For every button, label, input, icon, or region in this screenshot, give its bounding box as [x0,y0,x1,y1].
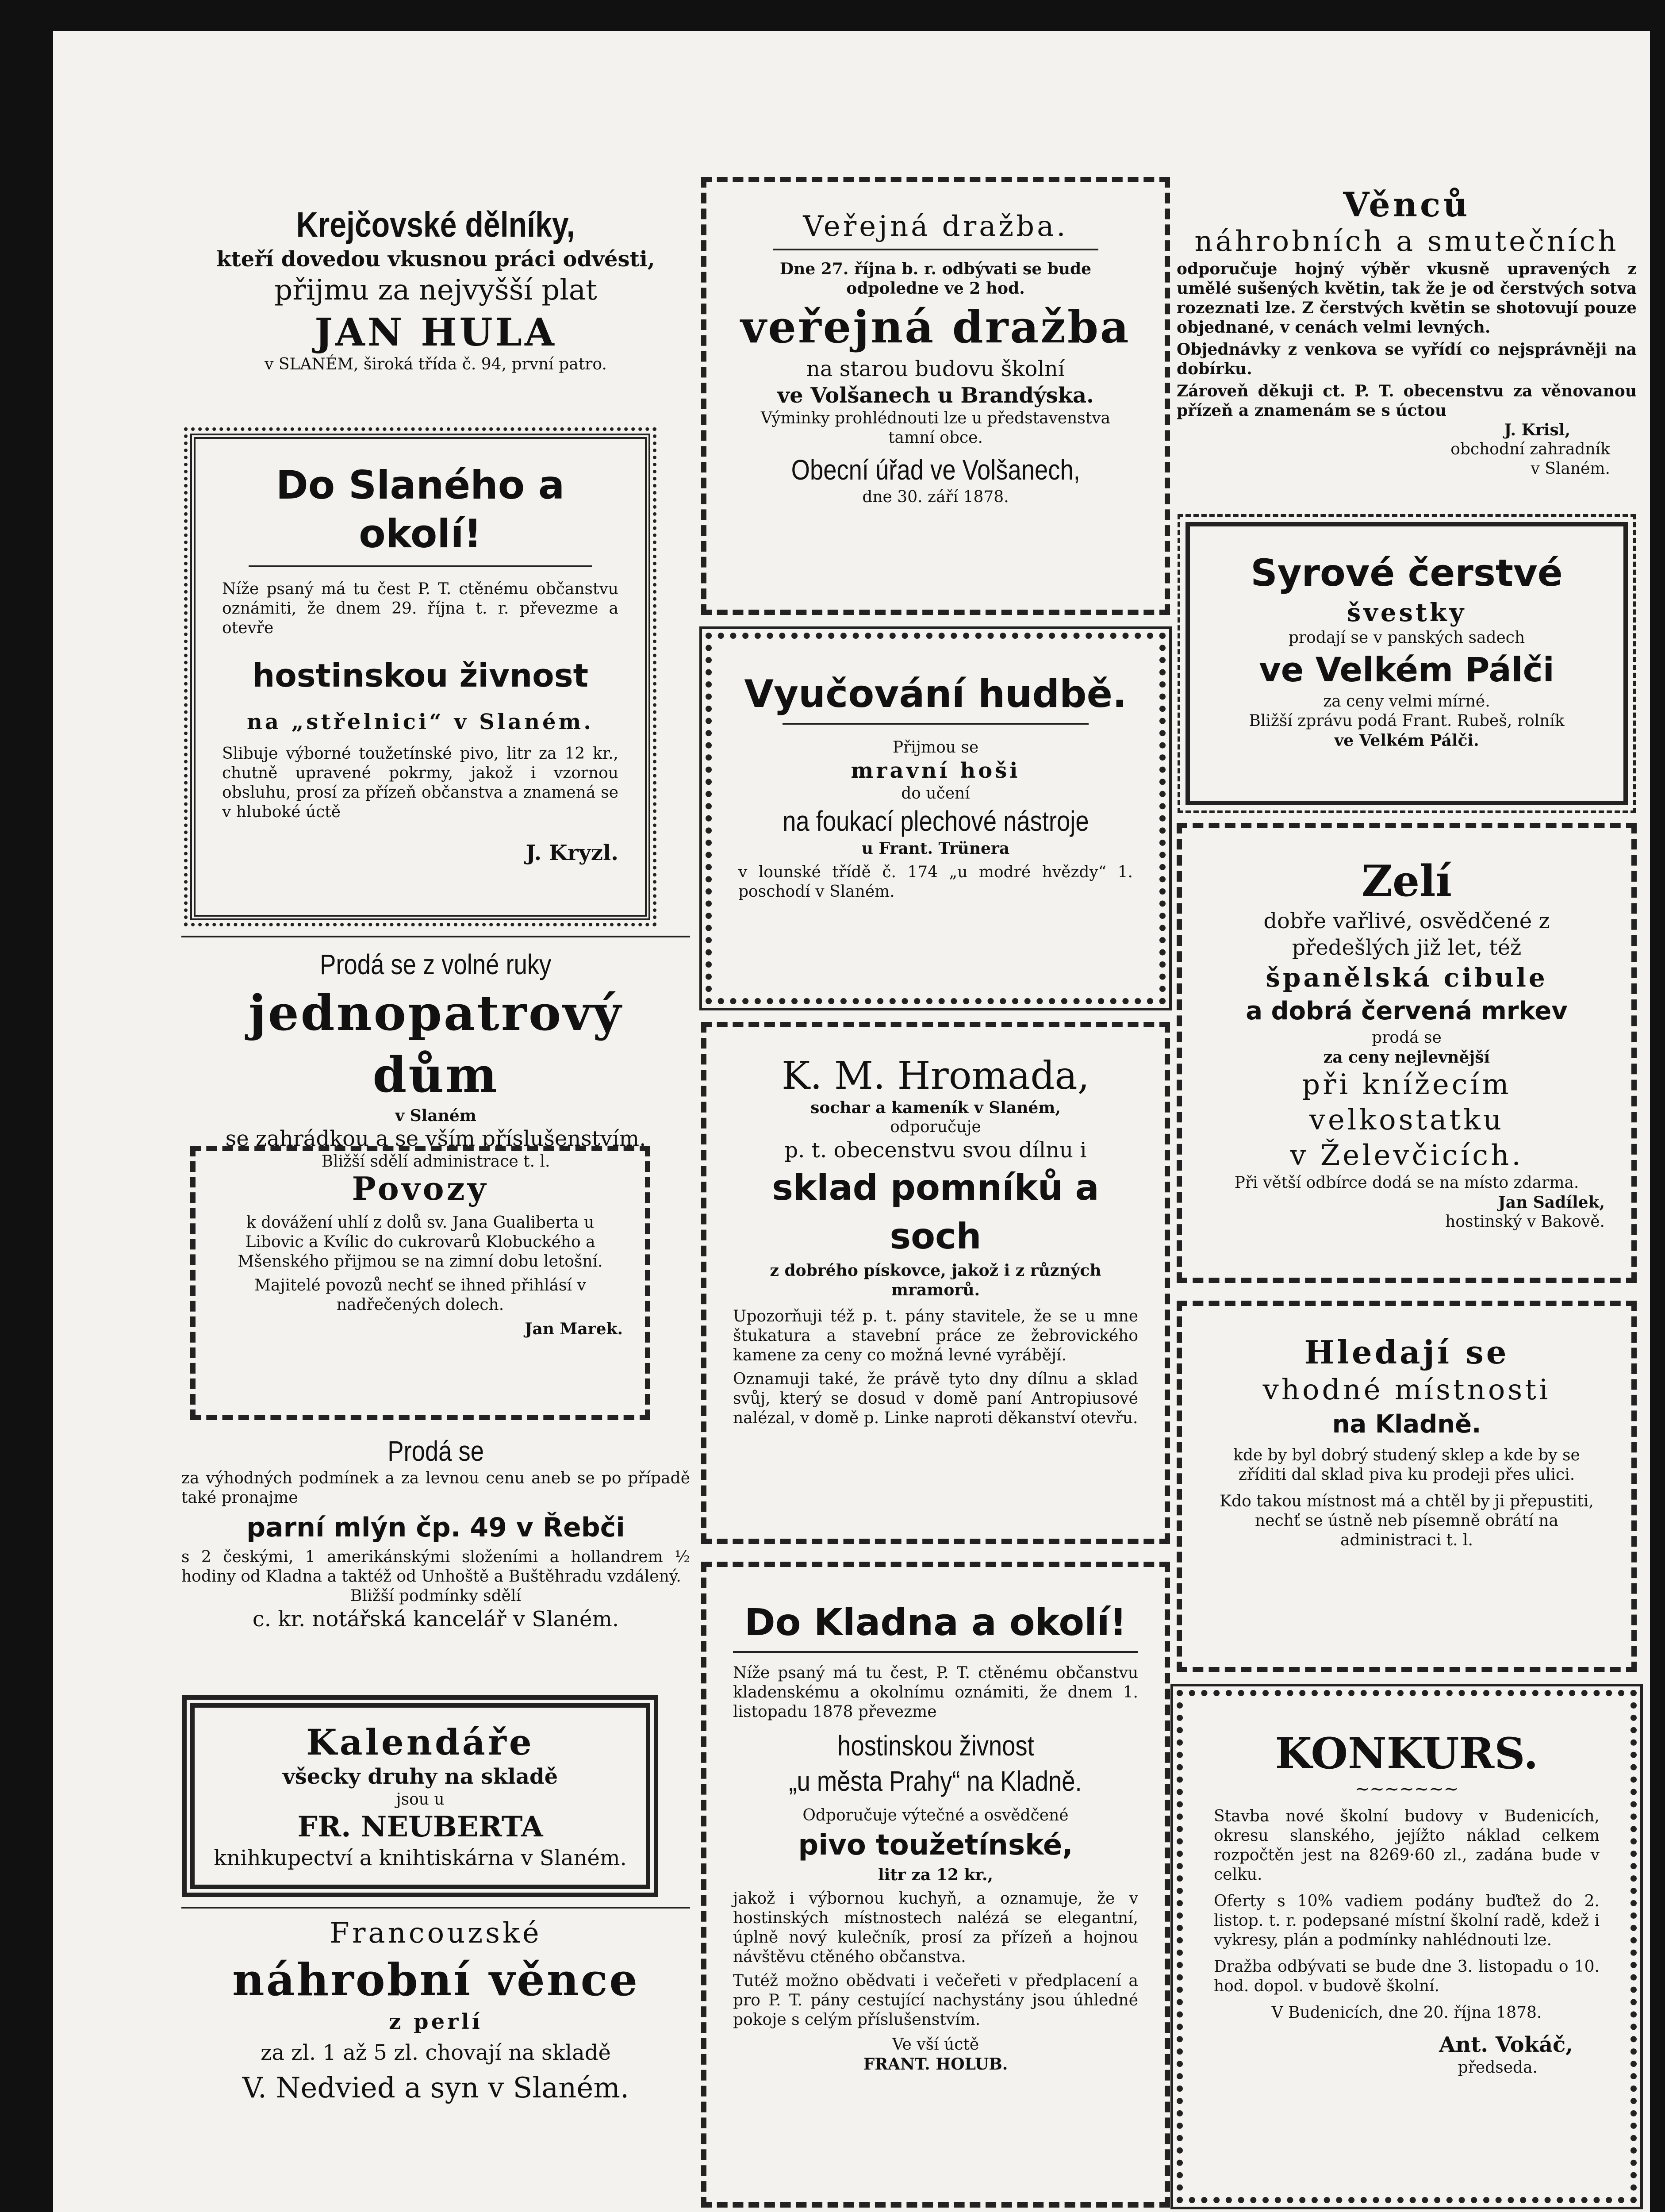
ad-line: náhrobních a smutečních [1194,225,1619,258]
ad-line: v Želevčicích. [1290,1139,1523,1172]
ad-title: Hledají se [1304,1333,1509,1371]
ad-line: c. kr. notářská kancelář v Slaném. [252,1607,619,1632]
ad-line: hostinskou živnost [837,1730,1034,1762]
ad-line: na foukací plechové nástroje [782,805,1089,837]
ad-line: Zároveň děkuji ct. P. T. obecenstvu za věnovanou přízeň a znamenám se s úctou [1177,382,1637,420]
ad-line: náhrobní věnce [232,1954,639,2006]
ad-title: Krejčovské dělníky, [296,205,575,244]
ad-line: s 2 českými, 1 amerikánskými složeními a hollandrem ½ hodiny od Kladna a taktéž od Unhoště a Buštěhradu vzdálený. [181,1548,690,1586]
ad-line: všecky druhy na skladě [282,1764,558,1789]
ad-line: se zahrádkou a se vším příslušenstvím. [225,1126,646,1151]
divider [181,936,690,937]
ad-line: odporučuje [890,1118,981,1136]
ad-line: Kdo takou místnost má a chtěl by ji přepustiti, nechť se ústně neb písemně obrátí na administraci t. l. [1220,1492,1594,1549]
ad-line: z dobrého pískovce, jakož i z různých mramorů. [770,1261,1101,1299]
ad-line: knihkupectví a knihtiskárna v Slaném. [214,1846,627,1870]
ad-signature: FRANT. HOLUB. [863,2055,1008,2074]
ad-line: veřejná dražba [740,301,1131,353]
ad-line: Oznamuji také, že právě tyto dny dílnu a sklad svůj, který se dosud v domě paní Antropiusové nalézal, v domě p. Linke naproti děkanství otevřu. [733,1370,1138,1427]
ad-line: Majitelé povozů nechť se ihned přihlásí v nadřečených dolech. [254,1276,586,1314]
ad-line: pivo toužetínské, [798,1829,1073,1862]
ad-signature: Jan Sadílek, [1498,1193,1605,1212]
ad-line: dne 30. září 1878. [862,488,1009,506]
ad-line: dobře vařlivé, osvědčené z předešlých již let, též [1263,909,1550,960]
ad-line: na Kladně. [1332,1410,1481,1439]
ad-slany-inn [190,434,650,920]
ad-name: JAN HULA [315,310,557,355]
ad-signature: hostinský v Bakově. [1445,1213,1605,1231]
ad-line: v Slaném [395,1106,476,1125]
ad-carts [190,1146,650,1420]
ad-title: Vyučování hudbě. [744,672,1127,716]
ad-line: jsou u [396,1790,445,1809]
ad-public-auction [701,177,1170,615]
ad-line: Oferty s 10% vadiem podány buďtež do 2. listop. t. r. podepsané místní školní radě, kdež i vykresy, plán a podmínky nahlédnouti lze. [1214,1892,1600,1949]
ad-premises-wanted [1177,1301,1637,1672]
ad-line: za ceny nejlevnější [1323,1048,1490,1067]
ad-line: v lounské třídě č. 174 „u modré hvězdy“ 1. poschodí v Slaném. [738,863,1133,901]
ad-signature: Ant. Vokáč, [1439,2032,1573,2057]
ad-line: Prodá se z volné ruky [320,949,552,980]
ad-line: na „střelnici“ v Slaném. [246,710,594,734]
ad-title: KONKURS. [1275,1728,1538,1778]
ad-title: Povozy [352,1170,489,1207]
ad-title: Syrové čerstvé [1251,551,1563,595]
ad-line: do učení [901,784,970,803]
ad-line: jednopatrový dům [248,984,623,1103]
ad-line: při knížecím velkostatku [1302,1068,1512,1137]
ad-line: Přijmou se [892,738,979,757]
ad-line: kteří dovedou vkusnou práci odvésti, [216,247,655,272]
ad-line: švestky [1347,598,1467,627]
ad-line: mravní hoši [851,758,1020,783]
ad-line: „u města Prahy“ na Kladně. [789,1765,1082,1797]
ad-title: Prodá se [387,1435,484,1467]
ad-line: Bližší podmínky sdělí [350,1587,521,1605]
ad-line: prodají se v panských sadech [1288,629,1525,647]
ad-line: ve Volšanech u Brandýska. [777,383,1094,408]
ad-line: na starou budovu školní [806,357,1065,381]
ad-line: Bližší zprávu podá Frant. Rubeš, rolník [1249,712,1565,730]
ad-wreaths-french [181,1916,690,2163]
ad-line: hostinskou živnost [252,657,589,694]
ad-line: v SLANÉM, široká třída č. 94, první patro. [265,355,607,373]
ad-line: Dne 27. října b. r. odbývati se bude odpoledne ve 2 hod. [779,260,1092,298]
ad-music-lessons [706,633,1166,1004]
ad-title: Zelí [1361,856,1452,906]
ad-line: prodá se [1372,1029,1442,1047]
ad-cabbage [1177,823,1637,1283]
ad-signature: předseda. [1458,2058,1538,2077]
ad-line: V. Nedvied a syn v Slaném. [242,2072,629,2104]
ornament: ~~~~~~~ [1354,1779,1459,1799]
ad-line: Níže psaný má tu čest, P. T. ctěnému občanstvu kladenskému a okolnímu oznámiti, že dnem 1. listopadu 1878 převezme [733,1664,1138,1721]
ad-line: parní mlýn čp. 49 v Řebči [246,1512,625,1543]
ad-line: Obecní úřad ve Volšanech, [791,454,1080,486]
ad-line: za ceny velmi mírné. [1323,692,1490,710]
ad-line: Stavba nové školní budovy v Budenicích, okresu slanského, jejížto náklad celkem rozpočtěn jest na 8269·60 zl., zadána bude v celku. [1214,1807,1600,1884]
ad-line: Francouzské [330,1917,542,1950]
ad-line: sklad pomníků a soch [772,1167,1099,1257]
ad-line: přijmu za nejvyšší plat [274,274,597,307]
ad-line: k dovážení uhlí z dolů sv. Jana Gualiberta u Libovic a Kvílic do cukrovarů Klobuckého a Mšenského přijmou se na zimní dobu letošní. [238,1214,603,1271]
ad-signature: J. Kryzl. [526,841,618,865]
divider [733,1651,1138,1653]
divider [783,723,1089,725]
ad-line: vhodné místnosti [1262,1374,1551,1406]
ad-title: Věnců [1343,185,1470,224]
divider [181,1907,690,1909]
ad-line: Výminky prohlédnouti lze u představenstva tamní obce. [760,409,1111,447]
ad-line: Objednávky z venkova se vyřídí co nejsprávněji na dobírku. [1177,340,1637,378]
ad-kladno-inn [701,1562,1170,2208]
ad-line: Tutéž možno obědvati i večeřeti v předplacení a pro P. T. pány cestující nachystány jsou úhledné pokoje s celým příslušenstvím. [733,1972,1138,2029]
ad-title: Do Slaného a okolí! [276,462,565,557]
ad-line: Bližší sdělí administrace t. l. [321,1152,550,1171]
ad-title: Do Kladna a okolí! [744,1601,1127,1644]
ad-line: z perlí [389,2009,483,2034]
ad-mill-sale [181,1433,690,1690]
ad-line: za výhodných podmínek a za levnou cenu aneb se po případě také pronajme [181,1469,690,1507]
ad-tailors [181,204,690,416]
ad-line: ve Velkém Pálči. [1334,731,1479,750]
ad-line: za zl. 1 až 5 zl. chovají na skladě [261,2040,611,2065]
ad-line: španělská cibule [1266,963,1548,993]
ad-line: ve Velkém Pálči [1259,650,1554,689]
ad-line: kde by byl dobrý studený sklep a kde by se zříditi dal sklad piva ku prodeji přes ulici. [1233,1446,1580,1484]
ad-line: Slibuje výborné toužetínské pivo, litr za 12 kr., chutně upravené pokrmy, jakož i vzornou obsluhu, prosí za přízeň občanstva a znamená se v hluboké úctě [222,745,618,821]
ad-title: Veřejná dražba. [803,210,1068,243]
divider [773,249,1098,250]
ad-konkurs [1177,1690,1637,2203]
ad-hromada-sculptor [701,1022,1170,1544]
ad-line: Níže psaný má tu čest P. T. ctěnému občanstvu oznámiti, že dnem 29. října t. r. převezme a otevře [222,580,618,637]
ad-signature: Jan Marek. [525,1320,623,1338]
ad-title: Kalendáře [306,1721,534,1763]
ad-line: Odporučuje výtečné a osvědčené [802,1806,1069,1824]
ad-line: Upozorňuji též p. t. pány stavitele, že se u mne štukatura a stavební práce ze žebrovického kamene za ceny co možná levné vyrábějí. [733,1307,1138,1364]
ad-calendars [190,1703,650,1889]
ad-line: sochar a kameník v Slaném, [810,1098,1061,1117]
newspaper-page [53,31,1650,2212]
ad-plums [1185,522,1628,805]
ad-signature: obchodní zahradník [1450,440,1610,458]
ad-line: jakož i výbornou kuchyň, a oznamuje, že v hostinských místnostech nalézá se elegantní, úplně nový kulečník, prosí za přízeň a hojnou návštěvu ctěného občanstva. [733,1889,1138,1966]
ad-line: Při větší odbírce dodá se na místo zdarma. [1234,1174,1579,1192]
ad-wreaths-krisl [1177,186,1637,504]
ad-line: V Budenicích, dne 20. října 1878. [1271,2004,1542,2022]
ad-line: Dražba odbývati se bude dne 3. listopadu o 10. hod. dopol. v budově školní. [1214,1958,1600,1995]
ad-line: odporučuje hojný výběr vkusně upravených z umělé sušených květin, tak že je od čerstvých sotva rozeznati lze. Z čerstvých květin se shotovují pouze objednané, v cenách velmi levných. [1177,260,1637,337]
ad-title: K. M. Hromada, [781,1054,1090,1098]
ad-line: litr za 12 kr., [878,1866,994,1884]
ad-house-sale [181,947,690,1171]
ad-line: Ve vší úctě [892,2035,979,2054]
ad-signature: J. Krisl, [1504,421,1570,439]
ad-signature: v Slaném. [1531,460,1610,478]
ad-line: FR. NEUBERTA [297,1810,543,1843]
ad-line: a dobrá červená mrkev [1246,997,1568,1025]
divider [249,565,592,567]
ad-line: u Frant. Trünera [861,839,1010,858]
ad-line: p. t. obecenstvu svou dílnu i [784,1138,1087,1163]
